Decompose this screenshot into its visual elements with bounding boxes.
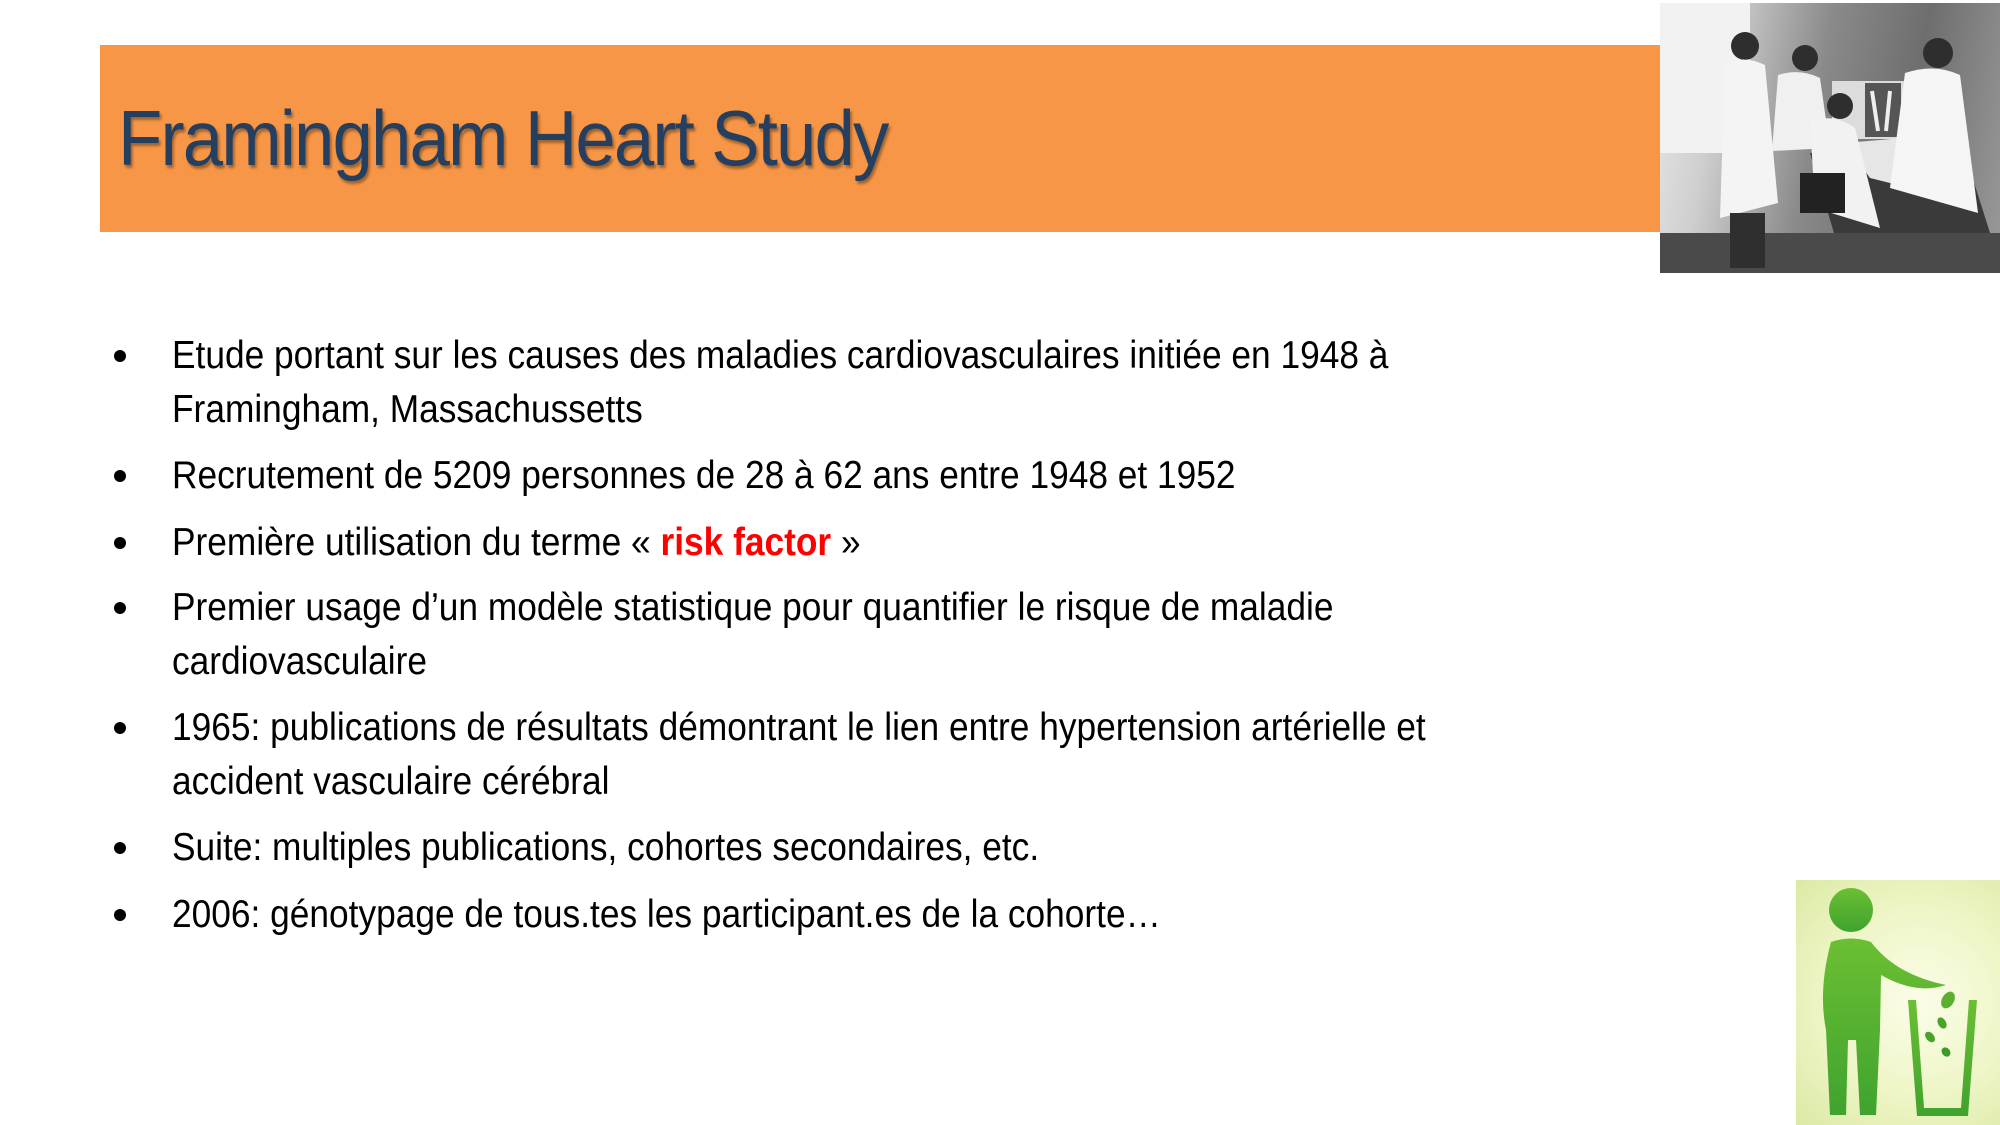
trash-icon-image [1796, 880, 2000, 1125]
historical-photo [1660, 3, 2000, 273]
bullet-text [172, 518, 861, 568]
bullet-text-continuation: accident vasculaire cérébral [172, 760, 610, 803]
bullet-dot [114, 537, 126, 549]
bullet-text-suffix: » [831, 521, 861, 564]
bullet-text: Premier usage d’un modèle statistique pour quantifier le risque de maladie [172, 586, 1334, 629]
bullet-dot [114, 470, 126, 482]
bullet-text-continuation: cardiovasculaire [172, 640, 428, 683]
bullet-text: Suite: multiples publications, cohortes secondaires, etc. [172, 826, 1040, 869]
doctors-photo-icon [1660, 3, 2000, 273]
bullet-dot [114, 602, 126, 614]
bullet-dot [114, 722, 126, 734]
bullet-text: Etude portant sur les causes des maladies cardiovasculaires initiée en 1948 à [172, 334, 1389, 377]
slide-title: Framingham Heart Study [118, 94, 888, 182]
bullet-dot [114, 350, 126, 362]
bullet-dot [114, 842, 126, 854]
person-throwing-trash-icon [1796, 880, 2000, 1125]
bullet-text: Recrutement de 5209 personnes de 28 à 62 ans entre 1948 et 1952 [172, 454, 1236, 497]
bullet-dot [114, 909, 126, 921]
bullet-text: 1965: publications de résultats démontrant le lien entre hypertension artérielle et [172, 706, 1426, 749]
bullet-text: 2006: génotypage de tous.tes les participant.es de la cohorte… [172, 893, 1161, 936]
bullet-text-prefix: Première utilisation du terme « [172, 521, 661, 564]
bullet-text-continuation: Framingham, Massachussetts [172, 388, 643, 431]
risk-factor-highlight: risk factor [660, 521, 832, 564]
